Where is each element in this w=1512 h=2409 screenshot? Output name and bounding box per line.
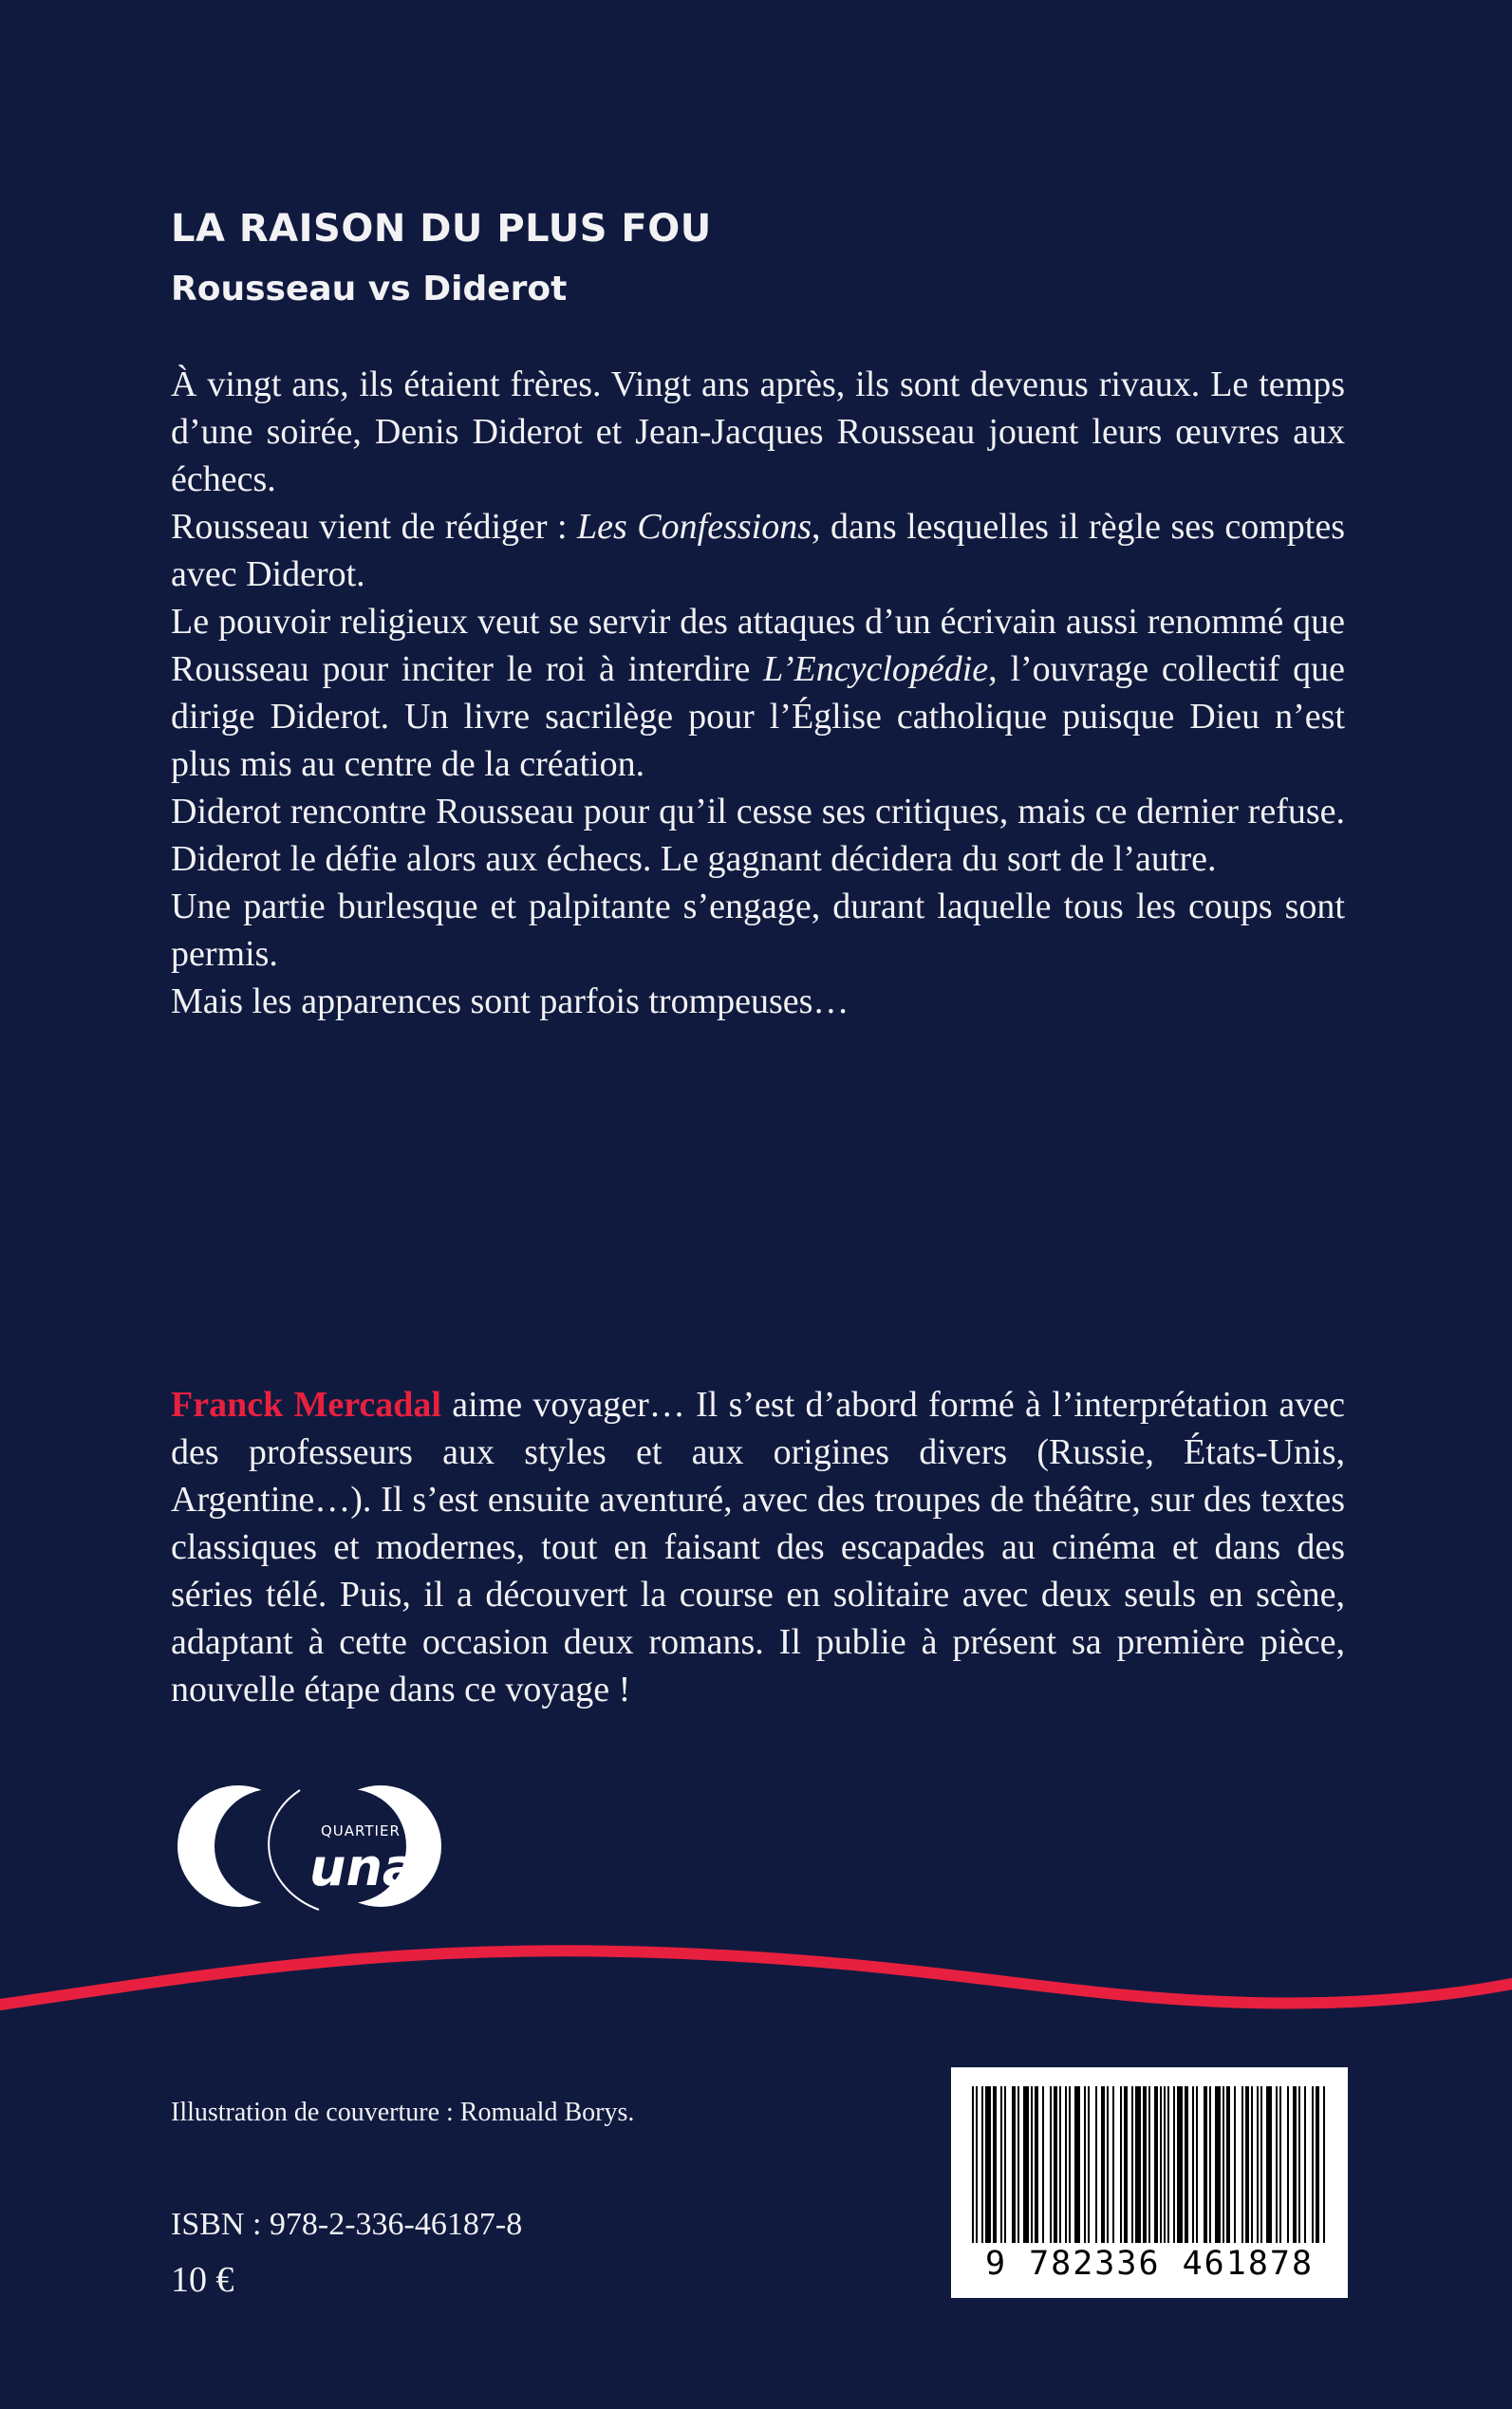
barcode-bar — [1304, 2086, 1306, 2243]
barcode-bar — [1287, 2086, 1289, 2243]
barcode-bar — [1245, 2086, 1249, 2243]
logo-text-top: QUARTIER — [321, 1822, 401, 1839]
barcode-bar — [1012, 2086, 1016, 2243]
barcode-digits: 9 782336 461878 — [984, 2245, 1315, 2283]
barcode-bar — [1131, 2086, 1133, 2243]
barcode-bar — [1124, 2086, 1128, 2243]
red-wave-line — [0, 1951, 1512, 2005]
barcode-bar — [1251, 2086, 1253, 2243]
barcode-bar — [1279, 2086, 1281, 2243]
barcode-bar — [1148, 2086, 1150, 2243]
book-subtitle: Rousseau vs Diderot — [171, 270, 568, 308]
barcode-bar — [1069, 2086, 1071, 2243]
barcode-bar — [985, 2086, 991, 2243]
barcode-bar — [1209, 2086, 1211, 2243]
barcode-bar — [1031, 2086, 1033, 2243]
barcode-bar — [1215, 2086, 1221, 2243]
blurb-text: , dans lesquelles il règle ses comptes avec Diderot. — [171, 507, 1346, 594]
barcode-bar — [1084, 2086, 1086, 2243]
barcode-bar — [1065, 2086, 1067, 2243]
barcode-bar — [1266, 2086, 1272, 2243]
author-name: Franck Mercadal — [171, 1385, 441, 1425]
barcode-bar — [1323, 2086, 1325, 2243]
blurb-text: , l’ouvrage collectif que dirige Diderot. Un livre sacrilège pour l’Église catholique puisque Dieu n’est plus mis au centre de la création. — [171, 649, 1345, 784]
barcode-bar — [1050, 2086, 1052, 2243]
barcode-bar — [1167, 2086, 1169, 2243]
blurb-paragraph: Une partie burlesque et palpitante s’engage, durant laquelle tous les coups sont permis. — [171, 887, 1345, 974]
barcode-bar — [1177, 2086, 1183, 2243]
barcode-bar — [1135, 2086, 1141, 2243]
barcode-bar — [1298, 2086, 1300, 2243]
barcode-bar — [1059, 2086, 1061, 2243]
barcode-bar — [1234, 2086, 1236, 2243]
barcode-bar — [1042, 2086, 1044, 2243]
barcode-bar — [1223, 2086, 1224, 2243]
blurb-paragraph — [171, 598, 1345, 788]
barcode-bar — [993, 2086, 997, 2243]
barcode-bar — [1107, 2086, 1109, 2243]
barcode-bar — [1154, 2086, 1158, 2243]
barcode-bar — [1074, 2086, 1080, 2243]
illustration-credit: Illustration de couverture : Romuald Borys. — [171, 2098, 635, 2127]
barcode-bar — [1173, 2086, 1175, 2243]
barcode-bar — [1004, 2086, 1006, 2243]
barcode-bar — [976, 2086, 978, 2243]
barcode-bar — [1293, 2086, 1297, 2243]
barcode-bar — [1204, 2086, 1207, 2243]
blurb-text: Le pouvoir religieux veut se servir des attaques d’un écrivain aussi renommé que Rousseau pour inciter le roi à interdire — [171, 602, 1345, 689]
blurb-paragraph: À vingt ans, ils étaient frères. Vingt ans après, ils sont devenus rivaux. Le temps d’une soirée, Denis Diderot et Jean-Jacques Rousseau jouent leurs œuvres aux échecs. — [171, 364, 1345, 499]
barcode-bar — [1257, 2086, 1259, 2243]
barcode-bar — [1241, 2086, 1243, 2243]
back-cover-blurb — [171, 361, 1345, 1025]
barcode-bar — [1160, 2086, 1162, 2243]
author-bio — [171, 1381, 1345, 1713]
barcode-bar — [1120, 2086, 1122, 2243]
barcode-bar — [1112, 2086, 1114, 2243]
blurb-paragraph — [171, 503, 1345, 598]
book-reference: Les Confessions — [577, 507, 812, 547]
author-bio-text: aime voyager… Il s’est d’abord formé à l’interprétation avec des professeurs aux styles et aux origines divers (Russie, États-Unis, Argentine…). Il s’est ensuite aventuré, avec des troupes de théâtre, sur des textes classiques et modernes, tout en faisant des escapades au cinéma et dans des séries télé. Puis, il a découvert la course en solitaire avec deux seuls en scène, adaptant à cette occasion deux romans. Il publie à présent sa première pièce, nouvelle étape dans ce voyage ! — [171, 1385, 1345, 1709]
barcode-bar — [1316, 2086, 1319, 2243]
decorative-wave — [0, 1898, 1512, 2031]
logo-text-bottom: una — [309, 1838, 418, 1897]
barcode-bar — [1312, 2086, 1314, 2243]
barcode-bars — [970, 2086, 1329, 2243]
book-title: LA RAISON DU PLUS FOU — [171, 207, 712, 251]
barcode-bar — [1101, 2086, 1105, 2243]
barcode-bar — [1023, 2086, 1029, 2243]
publisher-logo — [167, 1775, 446, 1917]
barcode-bar — [1017, 2086, 1019, 2243]
barcode-bar — [1185, 2086, 1188, 2243]
barcode-bar — [972, 2086, 974, 2243]
barcode-bar — [1095, 2086, 1097, 2243]
barcode-bar — [1000, 2086, 1002, 2243]
isbn: ISBN : 978-2-336-46187-8 — [171, 2207, 523, 2242]
barcode-bar — [1164, 2086, 1166, 2243]
barcode-bar — [1276, 2086, 1278, 2243]
price: 10 € — [171, 2260, 234, 2300]
blurb-paragraph: Mais les apparences sont parfois trompeuses… — [171, 981, 849, 1021]
blurb-text: Rousseau vient de rédiger : — [171, 507, 578, 547]
barcode-bar — [1226, 2086, 1230, 2243]
barcode-bar — [1143, 2086, 1147, 2243]
barcode-bar — [1192, 2086, 1194, 2243]
barcode-bar — [1088, 2086, 1090, 2243]
barcode-bar — [1054, 2086, 1057, 2243]
barcode — [951, 2067, 1348, 2298]
barcode-bar — [1196, 2086, 1198, 2243]
barcode-bar — [1260, 2086, 1262, 2243]
blurb-paragraph: Diderot rencontre Rousseau pour qu’il cesse ses critiques, mais ce dernier refuse. Diderot le défie alors aux échecs. Le gagnant décidera du sort de l’autre. — [171, 792, 1345, 879]
book-reference: L’Encyclopédie — [763, 649, 989, 689]
barcode-bar — [1035, 2086, 1038, 2243]
barcode-bar — [981, 2086, 983, 2243]
